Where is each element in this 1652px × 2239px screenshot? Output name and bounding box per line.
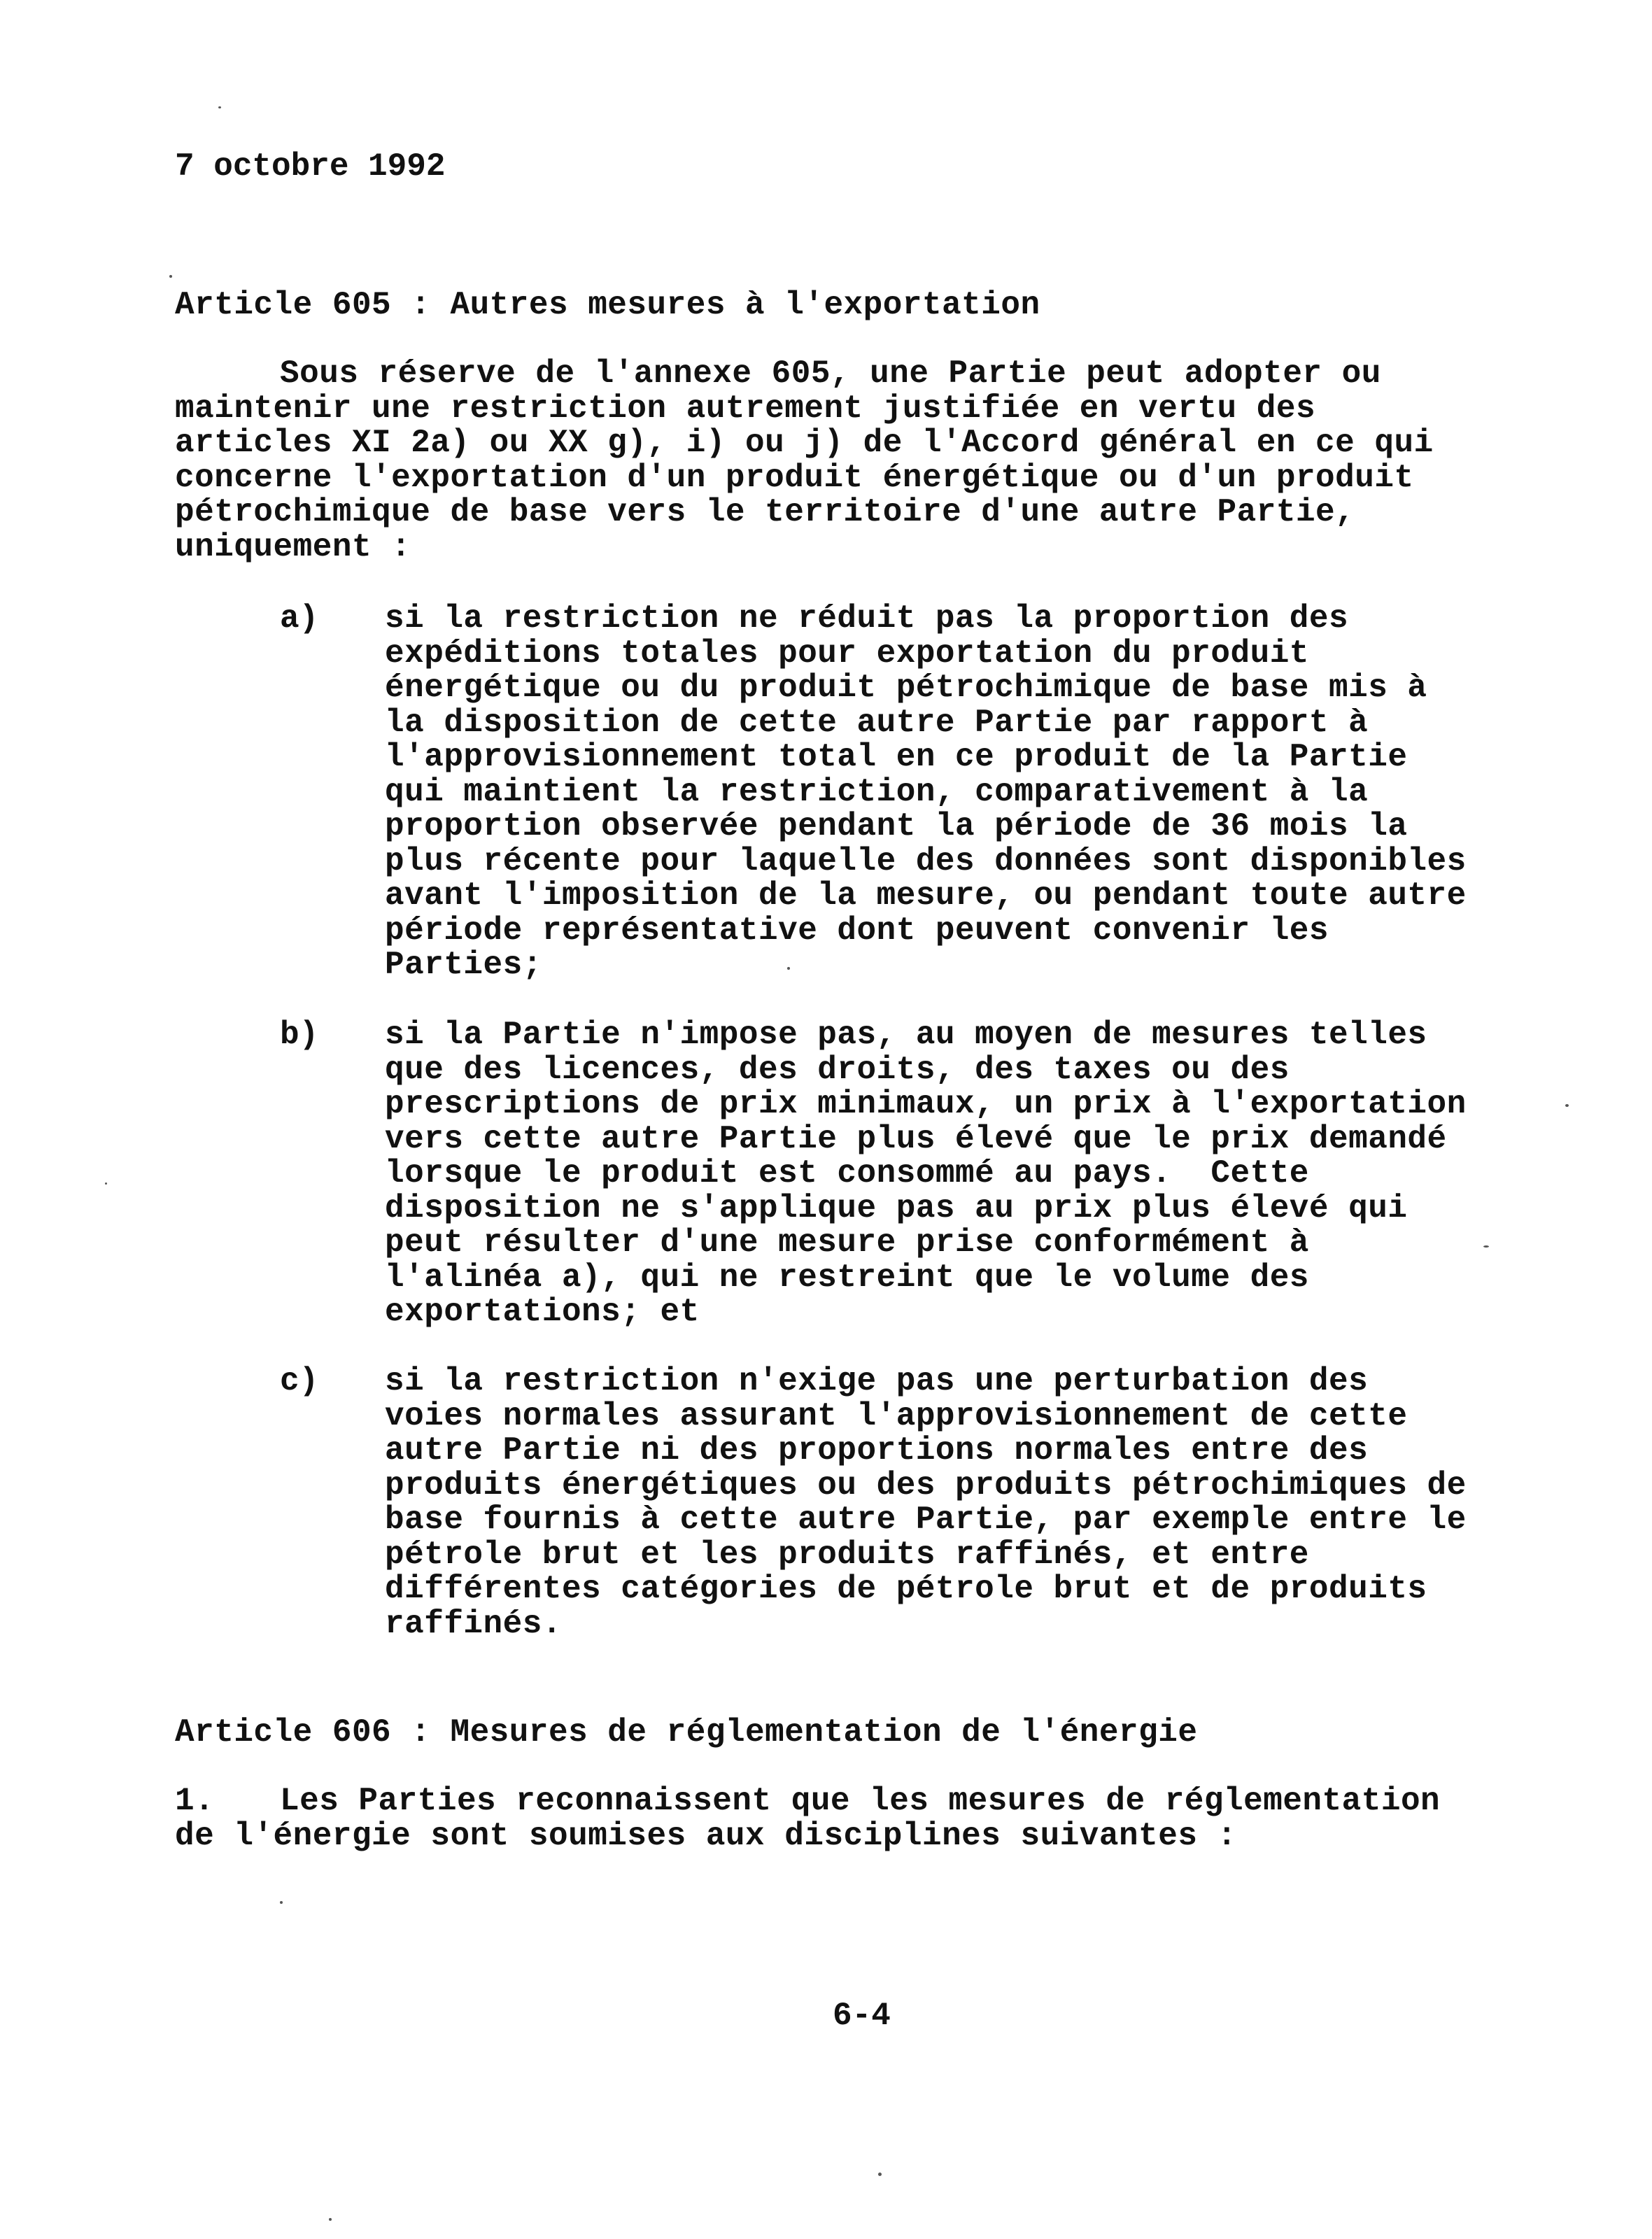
- paragraph-line: uniquement :: [175, 528, 411, 565]
- scan-speck: [280, 1901, 283, 1904]
- list-item-body: [385, 602, 1616, 983]
- paragraph-line: voies normales assurant l'approvisionnement de cette: [385, 1397, 1408, 1434]
- document-date: 7 octobre 1992: [175, 148, 446, 185]
- page-number: 6-4: [833, 1998, 891, 2034]
- paragraph-line: concerne l'exportation d'un produit énergétique ou d'un produit: [175, 459, 1414, 496]
- paragraph-line: Parties;: [385, 947, 542, 983]
- list-item-body: [385, 1364, 1616, 1641]
- article-606-paragraph-1: [175, 1784, 1609, 1853]
- paragraph-line: expéditions totales pour exportation du produit: [385, 635, 1309, 672]
- list-marker: a): [280, 600, 319, 637]
- paragraph-line: Sous réserve de l'annexe 605, une Partie peut adopter ou: [280, 355, 1381, 392]
- paragraph-line-text: Les Parties reconnaissent que les mesures de réglementation: [280, 1783, 1441, 1819]
- list-item-body: [385, 1018, 1616, 1330]
- paragraph-line: si la restriction ne réduit pas la proportion des: [385, 600, 1349, 637]
- paragraph-line: qui maintient la restriction, comparativement à la: [385, 773, 1369, 810]
- paragraph-line: pétrochimique de base vers le territoire d'une autre Partie,: [175, 494, 1355, 530]
- paragraph-line: période représentative dont peuvent convenir les: [385, 912, 1329, 949]
- paragraph-line: prescriptions de prix minimaux, un prix à l'exportation: [385, 1086, 1467, 1122]
- paragraph-line: énergétique ou du produit pétrochimique de base mis à: [385, 670, 1427, 706]
- paragraph-line: autre Partie ni des proportions normales entre des: [385, 1432, 1369, 1469]
- scan-speck: [218, 106, 221, 108]
- article-605-heading: Article 605 : Autres mesures à l'exportation: [175, 287, 1040, 323]
- paragraph-line: base fournis à cette autre Partie, par exemple entre le: [385, 1502, 1467, 1538]
- scan-speck: [878, 2173, 882, 2176]
- paragraph-line: l'alinéa a), qui ne restreint que le volume des: [385, 1259, 1309, 1296]
- scan-speck: [169, 275, 172, 278]
- paragraph-line: peut résulter d'une mesure prise conformément à: [385, 1224, 1309, 1261]
- paragraph-line: exportations; et: [385, 1294, 700, 1330]
- paragraph-line: la disposition de cette autre Partie par rapport à: [385, 704, 1369, 741]
- paragraph-line: proportion observée pendant la période de 36 mois la: [385, 808, 1408, 845]
- paragraph-line: [175, 1784, 1609, 1819]
- paragraph-line: maintenir une restriction autrement justifiée en vertu des: [175, 390, 1316, 427]
- article-605-intro-paragraph: [175, 357, 1574, 565]
- paragraph-line: que des licences, des droits, des taxes ou des: [385, 1051, 1290, 1088]
- scan-speck: [1483, 1245, 1489, 1248]
- paragraph-number: 1.: [175, 1783, 215, 1819]
- article-606-heading: Article 606 : Mesures de réglementation de l'énergie: [175, 1714, 1198, 1751]
- paragraph-line: si la Partie n'impose pas, au moyen de mesures telles: [385, 1017, 1427, 1053]
- paragraph-line: plus récente pour laquelle des données sont disponibles: [385, 842, 1467, 880]
- paragraph-line: de l'énergie sont soumises aux disciplines suivantes :: [175, 1817, 1237, 1854]
- scan-speck: [329, 2218, 332, 2221]
- paragraph-line: lorsque le produit est consommé au pays. Cette: [385, 1155, 1309, 1192]
- paragraph-line: si la restriction n'exige pas une perturbation des: [385, 1363, 1369, 1399]
- paragraph-line: articles XI 2a) ou XX g), i) ou j) de l'Accord général en ce qui: [175, 425, 1434, 461]
- scan-speck: [105, 1182, 107, 1185]
- scan-speck: [787, 967, 790, 970]
- paragraph-line: raffinés.: [385, 1605, 562, 1642]
- paragraph-line: différentes catégories de pétrole brut et de produits: [385, 1571, 1427, 1607]
- scan-speck: [1565, 1104, 1569, 1107]
- paragraph-line: vers cette autre Partie plus élevé que le prix demandé: [385, 1120, 1447, 1157]
- list-marker: c): [280, 1363, 319, 1399]
- paragraph-line: disposition ne s'applique pas au prix plus élevé qui: [385, 1189, 1408, 1227]
- paragraph-line: avant l'imposition de la mesure, ou pendant toute autre: [385, 877, 1467, 914]
- list-marker: b): [280, 1017, 319, 1053]
- paragraph-line: produits énergétiques ou des produits pétrochimiques de: [385, 1467, 1467, 1504]
- paragraph-line: pétrole brut et les produits raffinés, et entre: [385, 1536, 1309, 1573]
- paragraph-line: l'approvisionnement total en ce produit de la Partie: [385, 739, 1408, 775]
